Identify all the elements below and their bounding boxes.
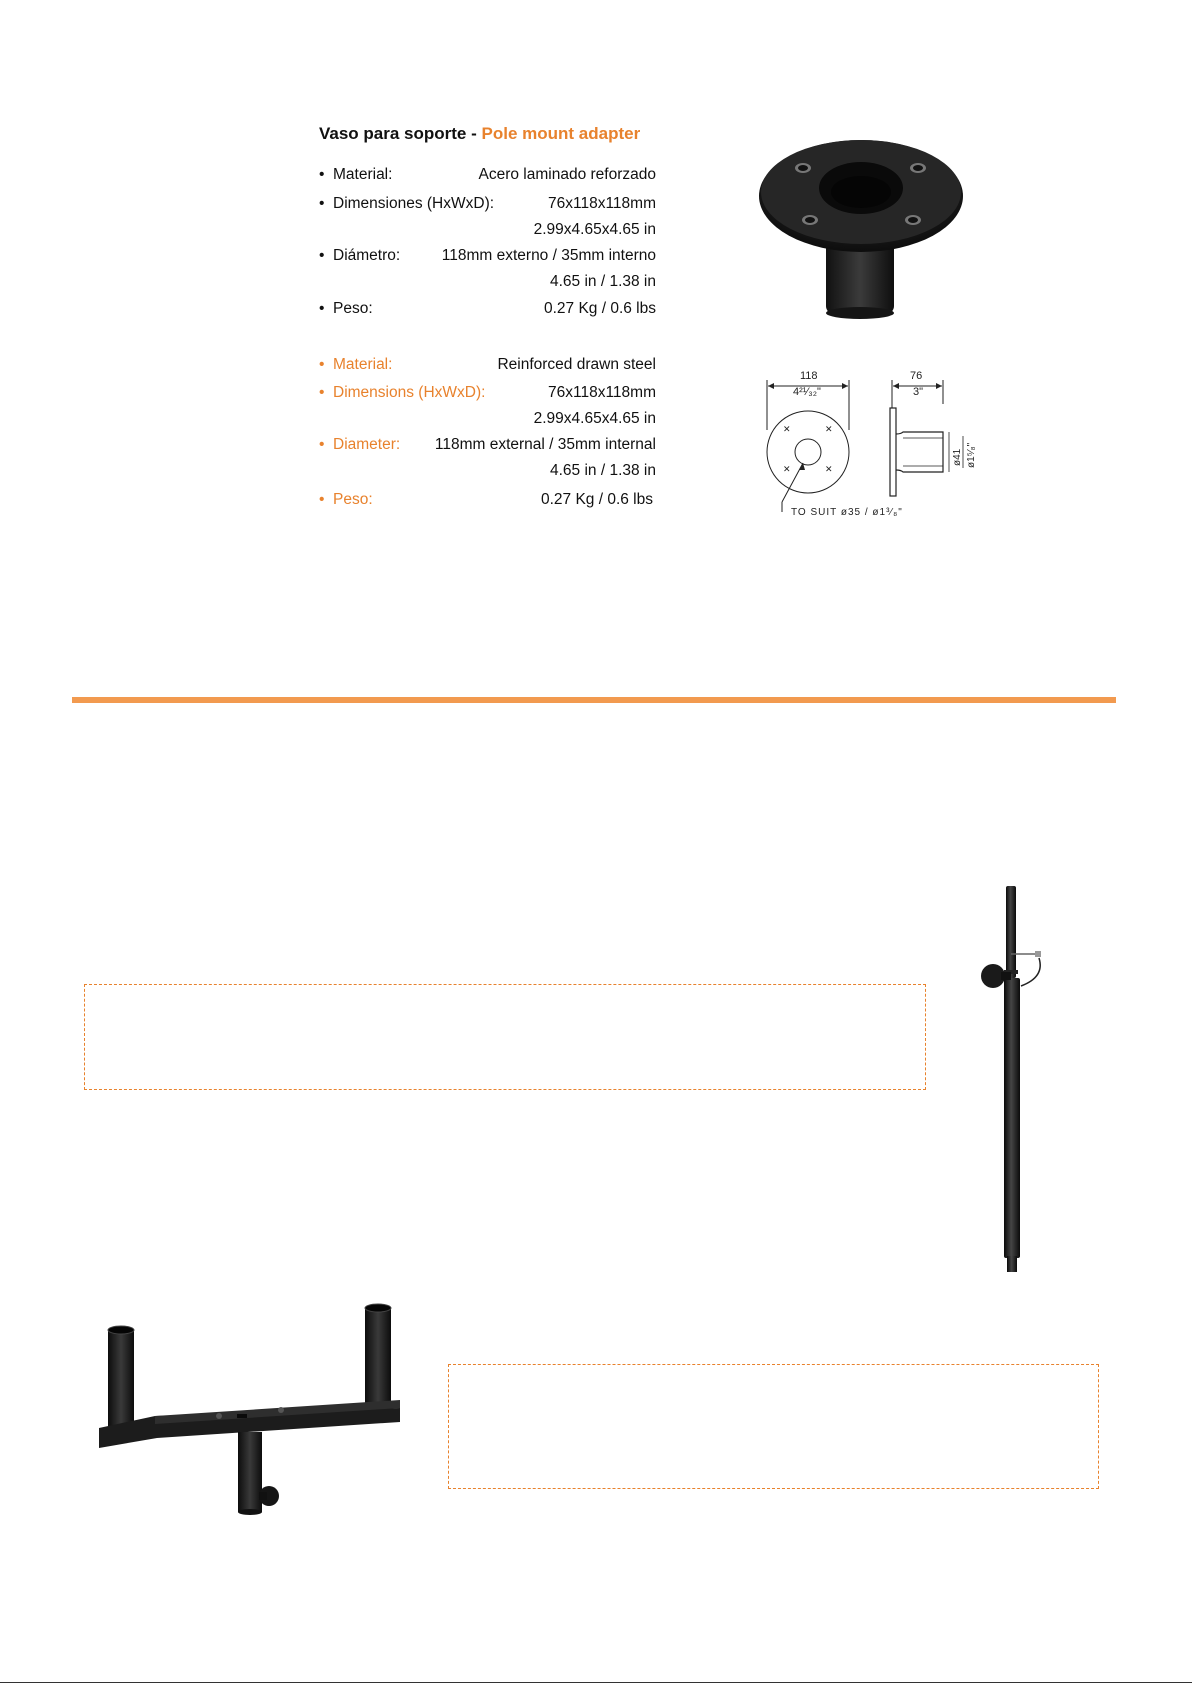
title-english: Pole mount adapter [481, 124, 641, 143]
drawing-note: TO SUIT ø35 / ø1³⁄₈" [791, 507, 903, 518]
section-divider [72, 697, 1116, 703]
bullet-icon [319, 300, 324, 318]
spec-row-es-cont: 4.65 in / 1.38 in [550, 273, 656, 290]
spec-row-en: • Dimensions (HxWxD): 76x118x118mm [319, 384, 656, 402]
t-bar-bracket-photo [95, 1300, 410, 1520]
bullet-icon [319, 166, 324, 184]
bullet-icon [319, 384, 324, 402]
bullet-icon [319, 195, 324, 213]
pole-mount-adapter-photo [755, 128, 970, 320]
bullet-icon [319, 356, 324, 374]
spec-row-es: • Dimensiones (HxWxD): 76x118x118mm [319, 195, 656, 213]
bullet-icon [319, 247, 324, 265]
svg-text:✕: ✕ [783, 464, 791, 474]
spec-row-es-cont: 2.99x4.65x4.65 in [533, 221, 656, 238]
page-bottom-border [0, 1682, 1192, 1683]
spec-row-en-cont: 4.65 in / 1.38 in [550, 462, 656, 479]
dim-depth-in: 3" [913, 386, 924, 398]
svg-text:✕: ✕ [825, 424, 833, 434]
svg-text:✕: ✕ [825, 464, 833, 474]
spec-row-en: • Peso: 0.27 Kg / 0.6 lbs [319, 491, 653, 509]
spec-row-es: • Peso: 0.27 Kg / 0.6 lbs [319, 300, 656, 318]
bullet-icon [319, 436, 324, 454]
title-spanish: Vaso para soporte - [319, 124, 482, 143]
svg-text:✕: ✕ [783, 424, 791, 434]
spec-row-en: • Material: Reinforced drawn steel [319, 356, 656, 374]
spec-row-en-cont: 2.99x4.65x4.65 in [533, 410, 656, 427]
dim-15-8: ø1⁵⁄₈" [966, 442, 977, 468]
dim-width-mm: 118 [800, 370, 818, 382]
dim-width-in: 4²¹⁄₃₂" [793, 386, 821, 398]
dim-41: ø41 [952, 448, 963, 466]
dashed-text-box [448, 1364, 1099, 1489]
dim-depth-mm: 76 [910, 370, 923, 382]
bullet-icon [319, 491, 324, 509]
spec-row-en: • Diameter: 118mm external / 35mm internal [319, 436, 656, 454]
telescopic-pole-photo [975, 882, 1055, 1282]
technical-drawing [755, 364, 1025, 524]
spec-row-es: • Material: Acero laminado reforzado [319, 166, 656, 184]
product-title [319, 124, 640, 144]
dashed-text-box [84, 984, 926, 1090]
spec-row-es: • Diámetro: 118mm externo / 35mm interno [319, 247, 656, 265]
